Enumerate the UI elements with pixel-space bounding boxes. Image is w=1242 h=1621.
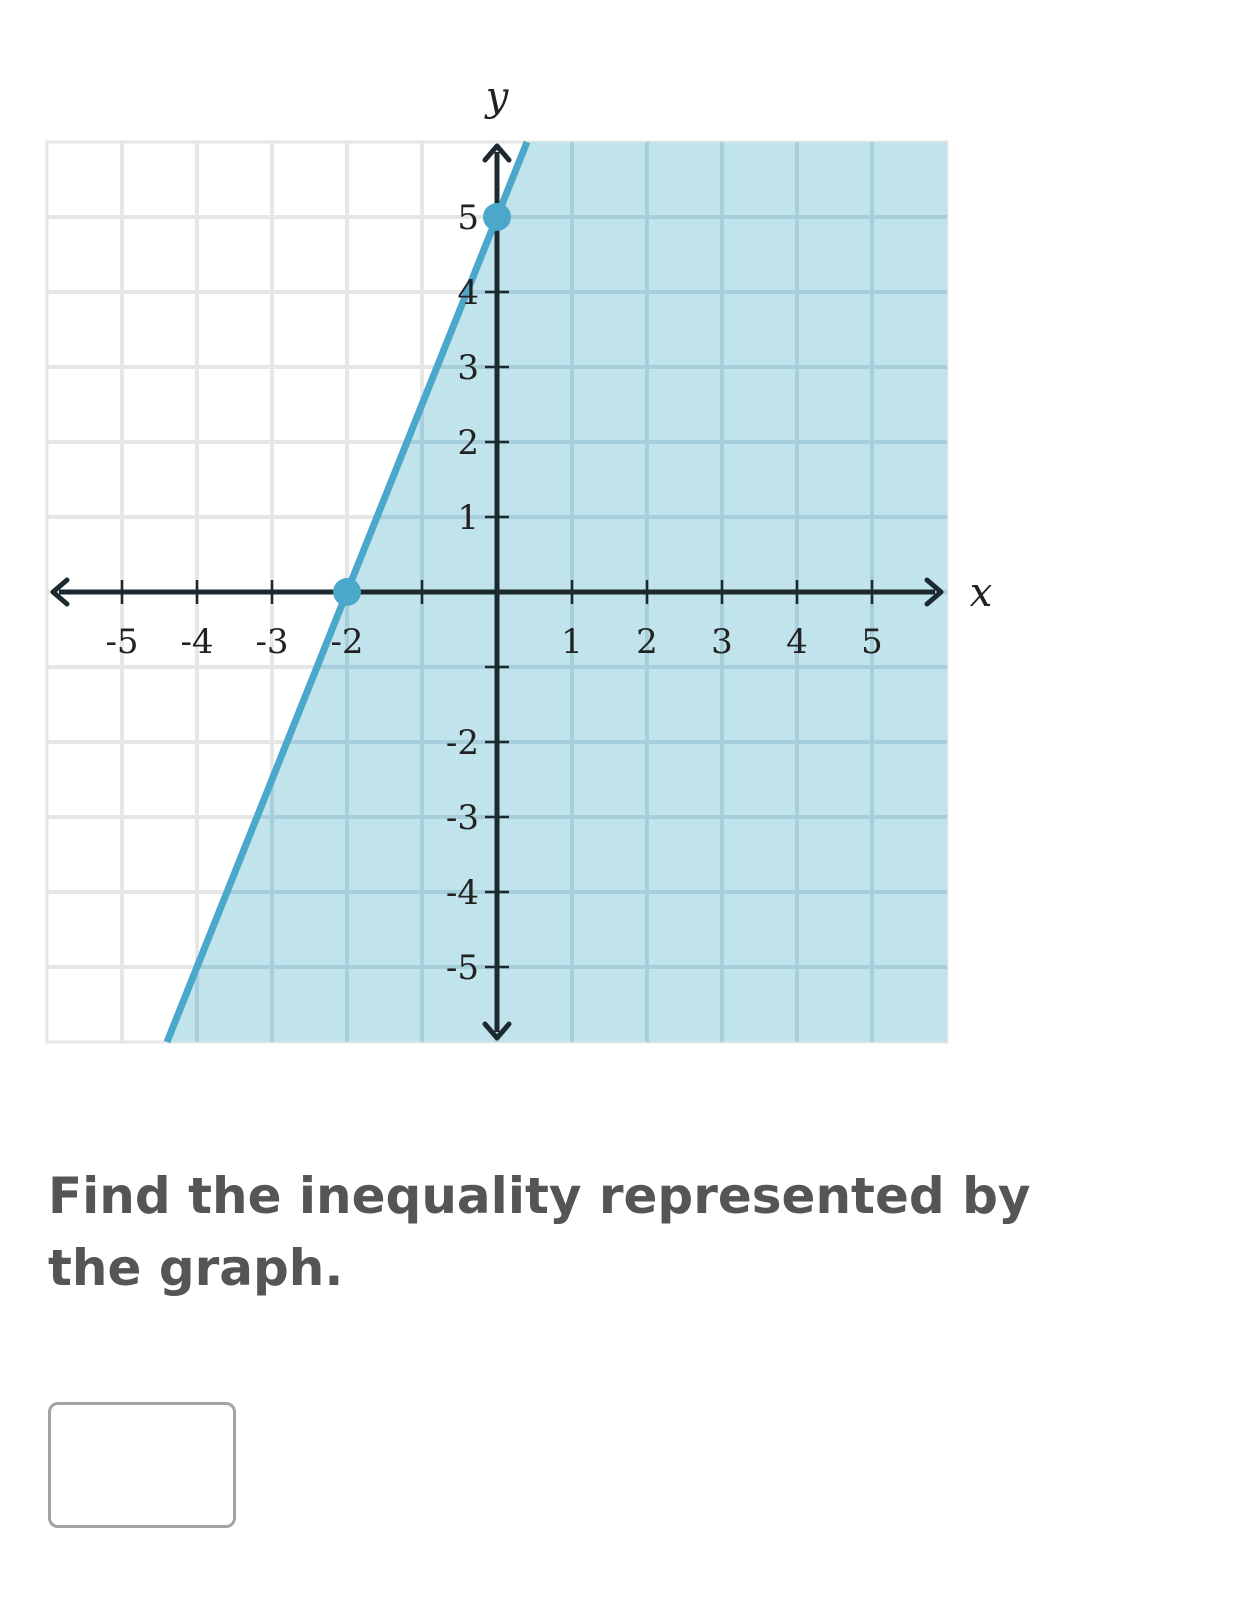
y-tick-label: 3 (457, 348, 479, 388)
x-tick-label: -2 (330, 622, 364, 662)
x-tick-label: 3 (711, 622, 733, 662)
y-tick-label: 2 (457, 423, 479, 463)
y-axis-label: y (485, 74, 509, 120)
x-tick-label: -5 (105, 622, 139, 662)
y-tick-label: -4 (445, 873, 479, 913)
y-tick-label: -5 (445, 948, 479, 988)
plotted-point (333, 578, 361, 606)
y-tick-label: 5 (457, 198, 479, 238)
answer-input[interactable] (48, 1402, 236, 1528)
plotted-point (483, 203, 511, 231)
y-tick-label: 4 (457, 273, 479, 313)
y-tick-label: -2 (445, 723, 479, 763)
question-text: Find the inequality represented by the graph. (48, 1167, 1031, 1297)
x-tick-label: 4 (786, 622, 808, 662)
x-tick-label: 2 (636, 622, 658, 662)
x-tick-label: -4 (180, 622, 214, 662)
y-tick-label: -3 (445, 798, 479, 838)
x-tick-label: 1 (561, 622, 583, 662)
x-tick-label: -3 (255, 622, 289, 662)
x-axis-label: x (969, 570, 993, 616)
x-tick-label: 5 (861, 622, 883, 662)
y-tick-label: 1 (457, 498, 479, 538)
